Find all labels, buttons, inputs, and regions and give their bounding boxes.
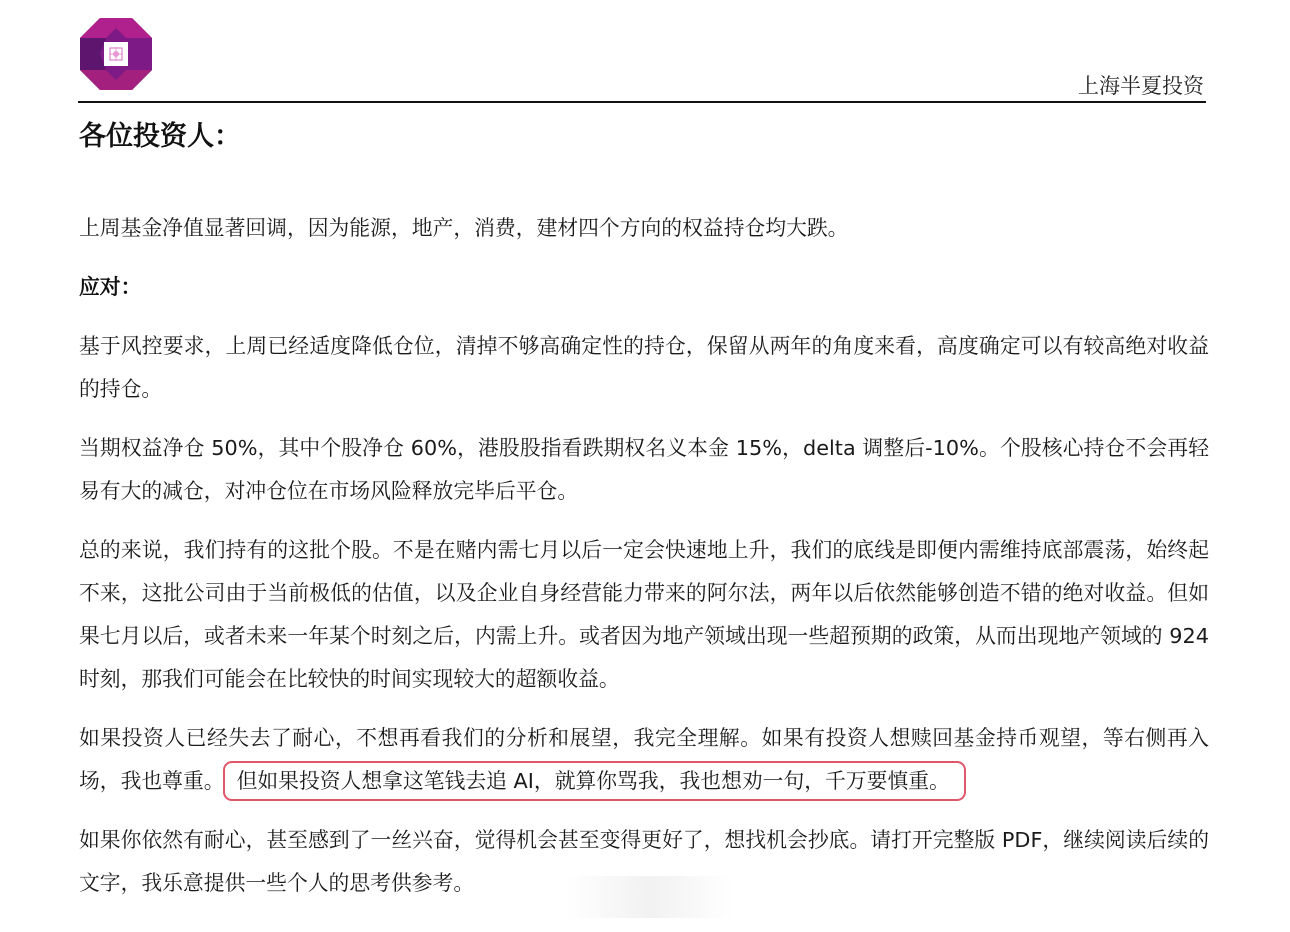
firm-name: 上海半夏投资 — [1078, 74, 1204, 98]
letter-salutation: 各位投资人： — [79, 121, 241, 152]
letter-body — [79, 112, 1209, 921]
banxia-logo-icon — [78, 16, 154, 92]
paragraph-outlook: 总的来说，我们持有的这批个股。不是在赌内需七月以后一定会快速地上升，我们的底线是即便内需维持底部震荡，始终起不来，这批公司由于当前极低的估值，以及企业自身经营能力带来的阿尔法，两年以后依然能够创造不错的绝对收益。但如果七月以后，或者未来一年某个时刻之后，内需上升。或者因为地产领域出现一些超预期的政策，从而出现地产领域的 924 时刻，那我们可能会在比较快的时间实现较大的超额收益。 — [79, 538, 1209, 691]
paragraph-market-review: 上周基金净值显著回调，因为能源，地产，消费，建材四个方向的权益持仓均大跌。 — [79, 216, 849, 240]
watermark-overlay — [520, 876, 780, 918]
highlighted-warning: 但如果投资人想拿这笔钱去追 AI，就算你骂我，我也想劝一句，千万要慎重。 — [223, 761, 966, 801]
section-heading-response: 应对： — [79, 275, 142, 299]
paragraph-investor-patience — [79, 717, 1209, 803]
paragraph-read-more: 如果你依然有耐心，甚至感到了一丝兴奋，觉得机会甚至变得更好了，想找机会抄底。请打开完整版 PDF，继续阅读后续的文字，我乐意提供一些个人的思考供参考。 — [79, 828, 1209, 895]
paragraph-risk-control: 基于风控要求，上周已经适度降低仓位，清掉不够高确定性的持仓，保留从两年的角度来看，高度确定可以有较高绝对收益的持仓。 — [79, 334, 1209, 401]
paragraph-positions: 当期权益净仓 50%，其中个股净仓 60%，港股股指看跌期权名义本金 15%，delta 调整后-10%。个股核心持仓不会再轻易有大的减仓，对冲仓位在市场风险释放完毕后平仓。 — [79, 436, 1209, 503]
paragraph-investor-patience-text: 如果投资人已经失去了耐心，不想再看我们的分析和展望，我完全理解。如果有投资人想赎回基金持币观望，等右侧再入场，我也尊重。 — [79, 726, 1209, 793]
header-divider — [78, 101, 1206, 103]
